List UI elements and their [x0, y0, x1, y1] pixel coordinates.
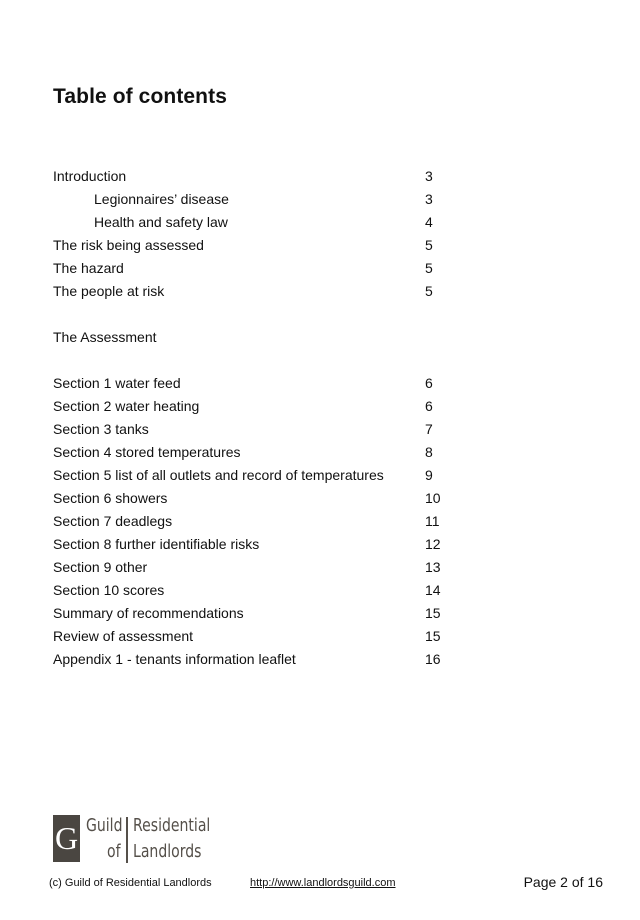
toc-item-label: Section 8 further identifiable risks	[53, 536, 260, 552]
logo-word-landlords: Landlords	[133, 841, 202, 862]
toc-item-page: 6	[425, 398, 433, 414]
toc-item-legionnaires-disease[interactable]	[53, 188, 473, 211]
toc-item-label: Section 1 water feed	[53, 375, 181, 391]
toc-item-review-of-assessment[interactable]	[53, 625, 473, 648]
footer-page-indicator: Page 2 of 16	[523, 874, 603, 890]
toc-item-page: 10	[425, 490, 441, 506]
guild-logo	[53, 813, 233, 865]
toc-item-page: 15	[425, 605, 441, 621]
toc-item-label: Section 9 other	[53, 559, 148, 575]
toc-item-label: The hazard	[53, 260, 124, 276]
toc-item-page: 3	[425, 191, 433, 207]
toc-item-label: Section 4 stored temperatures	[53, 444, 241, 460]
toc-item-label: Section 10 scores	[53, 582, 165, 598]
page-title: Table of contents	[53, 85, 227, 108]
toc-item-section-9[interactable]	[53, 556, 473, 579]
table-of-contents	[53, 165, 473, 671]
toc-item-people-at-risk[interactable]	[53, 280, 473, 303]
toc-item-label: The risk being assessed	[53, 237, 204, 253]
toc-item-label: Appendix 1 - tenants information leaflet	[53, 651, 296, 667]
toc-item-page: 7	[425, 421, 433, 437]
toc-item-page: 14	[425, 582, 441, 598]
toc-item-section-1[interactable]	[53, 372, 473, 395]
logo-word-guild: Guild	[86, 815, 123, 836]
toc-item-page: 5	[425, 237, 433, 253]
toc-item-section-10[interactable]	[53, 579, 473, 602]
toc-item-page: 13	[425, 559, 441, 575]
toc-item-page: 16	[425, 651, 441, 667]
toc-item-page: 12	[425, 536, 441, 552]
toc-item-page: 3	[425, 168, 433, 184]
spacer	[53, 349, 473, 372]
toc-item-hazard[interactable]	[53, 257, 473, 280]
toc-item-introduction[interactable]	[53, 165, 473, 188]
toc-item-label: Section 6 showers	[53, 490, 168, 506]
logo-word-of: of	[107, 841, 121, 862]
toc-item-section-7[interactable]	[53, 510, 473, 533]
toc-item-section-5[interactable]	[53, 464, 473, 487]
toc-item-page: 11	[425, 513, 440, 529]
toc-item-risk-being-assessed[interactable]	[53, 234, 473, 257]
toc-item-health-and-safety-law[interactable]	[53, 211, 473, 234]
toc-item-page: 5	[425, 283, 433, 299]
toc-item-section-6[interactable]	[53, 487, 473, 510]
toc-item-label: Section 7 deadlegs	[53, 513, 173, 529]
toc-item-label: The people at risk	[53, 283, 165, 299]
logo-divider	[126, 817, 128, 863]
toc-item-label: Section 3 tanks	[53, 421, 149, 437]
toc-item-page: 15	[425, 628, 441, 644]
toc-item-page: 6	[425, 375, 433, 391]
toc-item-page: 5	[425, 260, 433, 276]
spacer	[53, 303, 473, 326]
toc-item-page: 4	[425, 214, 433, 230]
toc-item-label: Section 5 list of all outlets and record of temperatures	[53, 467, 384, 483]
footer-website-link[interactable]: http://www.landlordsguild.com	[250, 877, 396, 889]
toc-item-section-8[interactable]	[53, 533, 473, 556]
toc-item-label: Introduction	[53, 168, 127, 184]
logo-word-residential: Residential	[133, 815, 211, 836]
toc-heading-assessment: The Assessment	[53, 329, 157, 345]
toc-item-page: 8	[425, 444, 433, 460]
footer-copyright: (c) Guild of Residential Landlords	[49, 877, 212, 889]
toc-item-section-2[interactable]	[53, 395, 473, 418]
logo-g-mark: G	[53, 815, 80, 862]
toc-item-section-4[interactable]	[53, 441, 473, 464]
toc-item-label: Section 2 water heating	[53, 398, 200, 414]
toc-item-label: Legionnaires’ disease	[94, 191, 229, 207]
toc-item-appendix-1[interactable]	[53, 648, 473, 671]
toc-item-page: 9	[425, 467, 433, 483]
toc-item-label: Health and safety law	[94, 214, 228, 230]
toc-item-label: Review of assessment	[53, 628, 194, 644]
toc-item-summary-of-recommendations[interactable]	[53, 602, 473, 625]
toc-item-section-3[interactable]	[53, 418, 473, 441]
toc-item-label: Summary of recommendations	[53, 605, 244, 621]
